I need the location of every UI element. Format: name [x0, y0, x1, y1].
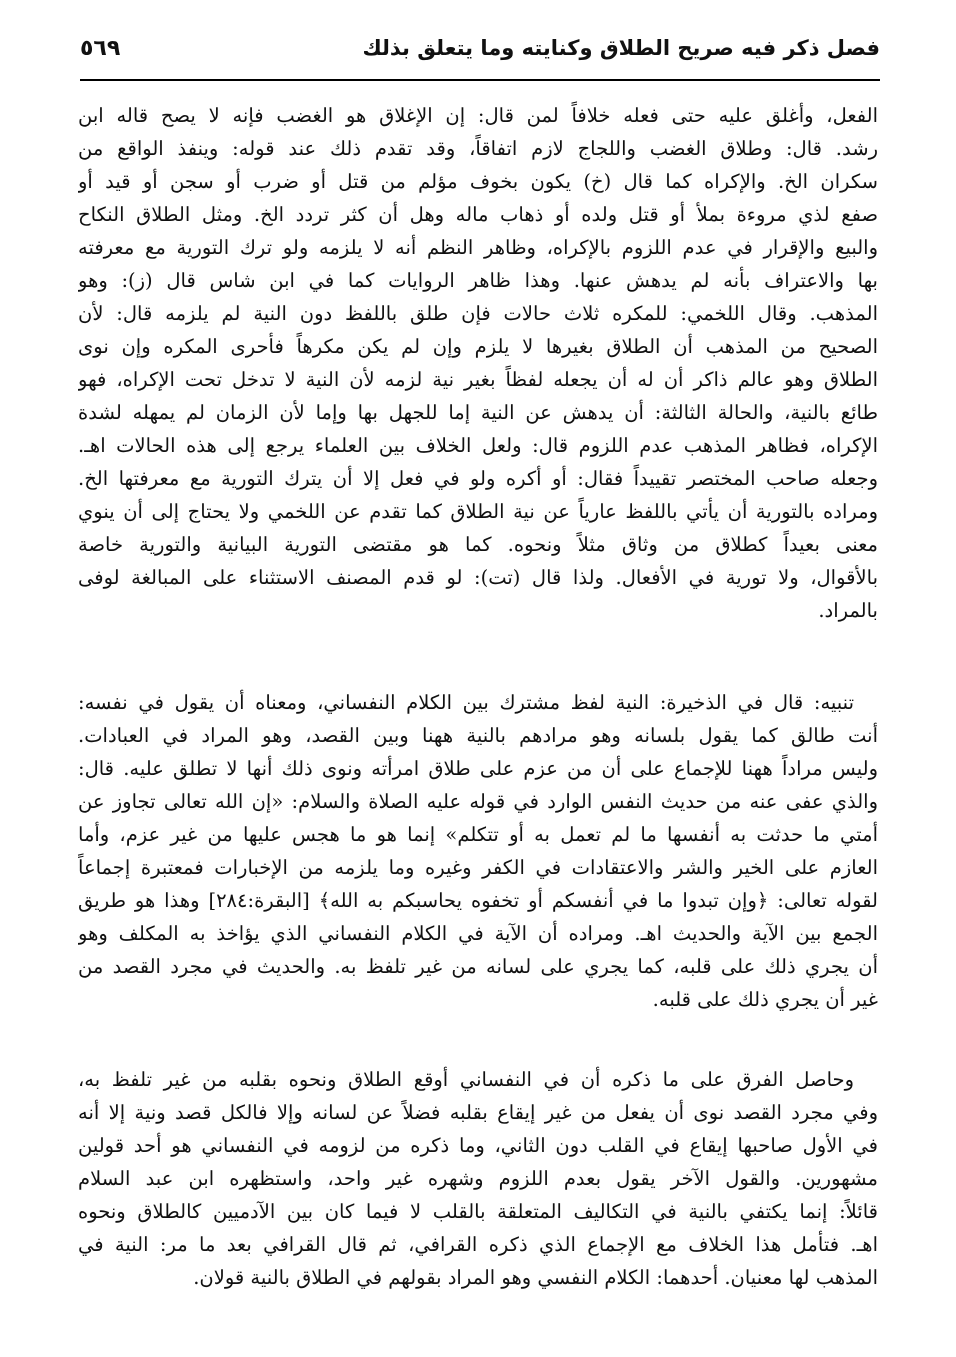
text-line: وفي مجرد القصد نوى أن يفعل من غير إيقاع بقلبه فضلاً عن لسانه وإلا فالكل قصد ونية إلا أنه	[78, 1101, 878, 1124]
text-line: بالمراد.	[818, 599, 878, 622]
text-line: قائلاً: إنما يكتفي بالنية في التكاليف المتعلقة بالقلب لا فيما كان بين الآدميين كالطلاق ونحوه	[78, 1200, 878, 1223]
text-line: الفعل، وأغلق عليه حتى فعله خلافاً لمن قال: إن الإغلاق هو الغضب فإنه لا يصح قاله ابن	[78, 104, 878, 127]
text-line: طائع بالنية، والحالة الثالثة: أن يدهش عن النية إما للجهل بها وإما لأن الزمان لم يمهله لشدة	[78, 401, 878, 424]
paragraph-1	[78, 99, 878, 627]
text-line: الإكراه، فظاهر المذهب عدم اللزوم قال: ولعل الخلاف بين العلماء يرجع إلى هذه الحالات اهـ.	[78, 434, 878, 457]
page-number: ٥٦٩	[80, 36, 121, 61]
text-line: في الأول صاحبها إيقاع في القلب دون الثاني، وما ذكره من لزومه في النفساني هو أحد قولين	[78, 1134, 878, 1157]
text-line: رشد. قال: وطلاق الغضب واللجاج لازم اتفاقاً، وقد تقدم ذلك عند قوله: وينفذ الواقع من	[78, 137, 878, 160]
text-line: أن يجري ذلك على قلبه، كما يجري على لسانه من غير تلفظ به. والحديث في مجرد القصد من	[78, 955, 878, 978]
text-line: أنت طالق كما يقول بلسانه وهو مرادهم بالنية ههنا وبين القصد، وهو المراد في العبادات.	[78, 724, 878, 747]
text-line: لقوله تعالى: ﴿وإن تبدوا ما في أنفسكم أو تخفوه يحاسبكم به الله﴾ [البقرة:٢٨٤] وهذا هو طريق	[78, 889, 878, 912]
page-body	[78, 0, 878, 1357]
text-line: والذي عفى عنه من حديث النفس الوارد في قوله عليه الصلاة والسلام: «إن الله تعالى تجاوز عن	[78, 790, 878, 813]
text-line: بالأقوال، ولا تورية في الأفعال. ولذا قال (تت): لو قدم المصنف الاستثناء على المبالغة لوفى	[78, 566, 878, 589]
text-line: اهـ. فتأمل هذا الخلاف مع الإجماع الذي ذكره القرافي، ثم قال القرافي بعد ما مر: النية في	[78, 1233, 878, 1256]
text-line: مشهورين. والقول الآخر يقول بعدم اللزوم وشهره غير واحد، واستظهره ابن عبد السلام	[78, 1167, 878, 1190]
text-line: سكران الخ. والإكراه كما قال (خ) يكون بخوف مؤلم من قتل أو ضرب أو سجن أو قيد أو	[78, 170, 878, 193]
running-title: فصل ذكر فيه صريح الطلاق وكنايته وما يتعلق بذلك	[362, 36, 880, 60]
text-line: معنى بعيداً كطلاق من وثاق مثلاً ونحوه. كما هو مقتضى التورية البيانية والتورية خاصة	[78, 533, 878, 556]
text-line: ومراده بالتورية أن يأتي باللفظ عارياً عن نية الطلاق كما تقدم عن اللخمي ولا يحتاج إلى أن ينوي	[78, 500, 878, 523]
text-line: الجمع بين الآية والحديث اهـ. ومراده أن الآية في الكلام النفساني الذي يؤاخذ به المكلف وهو	[78, 922, 878, 945]
text-line: صفع لذي مروءة بملأ أو قتل ولده أو ذهاب ماله وهل أن كثر تردد الخ. ومثل الطلاق النكاح	[78, 203, 878, 226]
text-line: المذهب لها معنيان. أحدهما: الكلام النفسي وهو المراد بقولهم في الطلاق بالنية قولان.	[193, 1266, 878, 1289]
paragraph-3	[78, 1063, 878, 1294]
text-line: وليس مراداً ههنا للإجماع على أن من عزم على طلاق امرأته ونوى ذلك أنها لا تطلق عليه. قال:	[78, 757, 878, 780]
text-line: أمتي ما حدثت به أنفسها ما لم تعمل به أو تتكلم» إنما هو ما هجس عليها من غير عزم، وأما	[78, 823, 878, 846]
text-line: غير أن يجري ذلك على قلبه.	[652, 988, 878, 1011]
text-line: وجعله صاحب المختصر تقييداً فقال: أو أكره ولو في فعل إلا أن يترك التورية مع معرفتها الخ.	[78, 467, 878, 490]
text-line: تنبيه: قال في الذخيرة: النية لفظ مشترك بين الكلام النفساني، ومعناه أن يقول في نفسه:	[78, 691, 854, 714]
text-line: بها والاعتراف بأنه لم يدهش عنها. وهذا ظاهر الروايات كما في ابن شاس قال (ز): وهو	[78, 269, 878, 292]
text-line: العازم على الخير والشر والاعتقادات في الكفر وغيره وما يلزمه من الإخبارات فمعتبرة إجماعاً	[78, 856, 878, 879]
text-line: الطلاق وهو عالم ذاكر أن له أن يجعله لفظاً بغير نية لزمه لأن النية لا تدخل تحت الإكراه، فهو	[78, 368, 878, 391]
text-line: وحاصل الفرق على ما ذكره أن في النفساني أوقع الطلاق ونحوه بقلبه من غير تلفظ به،	[78, 1068, 854, 1091]
text-line: الصحيح من المذهب أن الطلاق بغيرها لا يلزم وإن لم يكن مكرهاً فأحرى المكره وإن نوى	[78, 335, 878, 358]
paragraph-2	[78, 686, 878, 1016]
text-line: والبيع والإقرار في عدم اللزوم بالإكراه، وظاهر النظم أنه لا يلزمه ولو ترك التورية مع معرفته	[78, 236, 878, 259]
text-line: المذهب. وقال اللخمي: للمكره ثلاث حالات فإن طلق باللفظ دون النية لم يلزمه قال: لأن	[78, 302, 878, 325]
